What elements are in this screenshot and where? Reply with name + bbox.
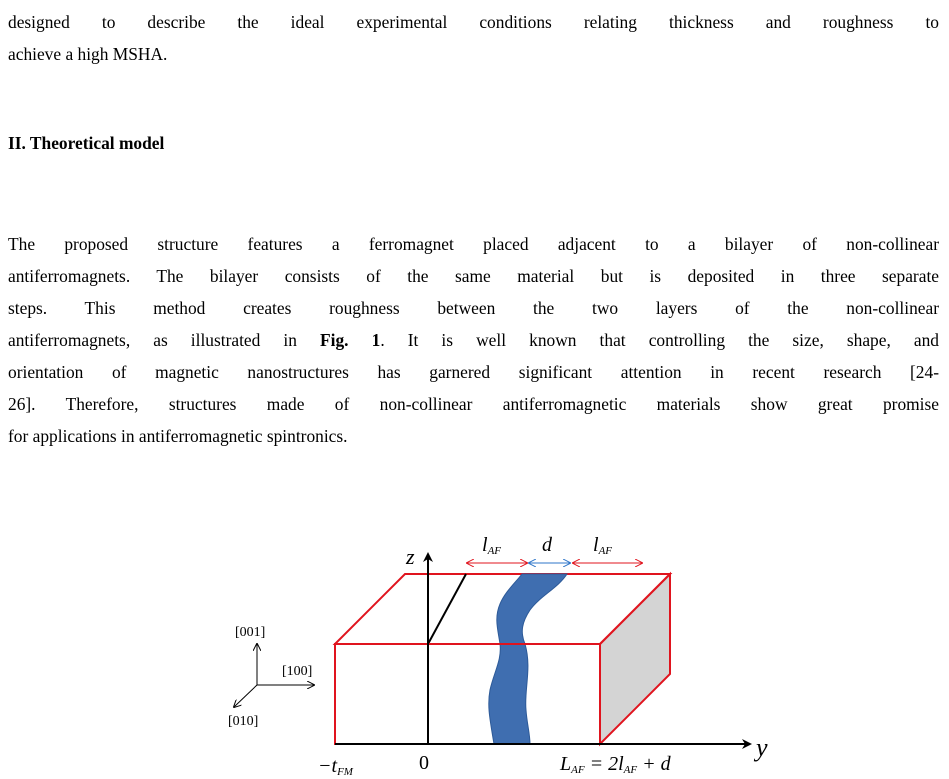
d-label: d — [542, 534, 552, 556]
intro-paragraph — [8, 6, 939, 70]
figure-reference[interactable]: Fig. 1 — [320, 330, 381, 350]
axis-y-label: y — [756, 733, 768, 762]
text-line: steps. This method creates roughness between the two layers of the non-collinear — [8, 298, 939, 318]
direction-010-label: [010] — [228, 714, 259, 729]
tick-zero: 0 — [419, 752, 429, 774]
direction-010-arrow — [234, 685, 257, 707]
text-line: 26]. Therefore, structures made of non-collinear antiferromagnetic materials show great promise — [8, 394, 939, 414]
body-paragraph — [8, 228, 939, 452]
text-line: designed to describe the ideal experimental conditions relating thickness and roughness to — [8, 12, 939, 32]
text-line: orientation of magnetic nanostructures has garnered significant attention in recent research [24- — [8, 362, 939, 382]
text-line: antiferromagnets. The bilayer consists of the same material but is deposited in three separate — [8, 266, 939, 286]
l-af-right-label: lAF — [593, 534, 613, 557]
top-face — [335, 574, 670, 644]
text-line: achieve a high MSHA. — [8, 44, 168, 64]
direction-001-label: [001] — [235, 625, 266, 640]
text-line: The proposed structure features a ferromagnet placed adjacent to a bilayer of non-collinear — [8, 234, 939, 254]
text-line: for applications in antiferromagnetic spintronics. — [8, 426, 348, 446]
side-face — [600, 574, 670, 744]
front-face — [335, 644, 600, 744]
text-fragment: . It is well known that controlling the size, shape, and — [380, 330, 939, 350]
text-line-with-figref — [8, 324, 939, 356]
direction-100-label: [100] — [282, 664, 313, 679]
tick-negative-t-fm: −tFM — [318, 755, 353, 778]
section-heading: II. Theoretical model — [8, 133, 165, 153]
text-fragment: antiferromagnets, as illustrated in — [8, 330, 321, 350]
l-af-left-label: lAF — [482, 534, 502, 557]
roughness-interface — [489, 574, 567, 744]
top-face-axis-line — [428, 574, 466, 644]
tick-L-af: LAF = 2lAF + d — [560, 753, 671, 776]
axis-z-label: z — [406, 544, 415, 569]
